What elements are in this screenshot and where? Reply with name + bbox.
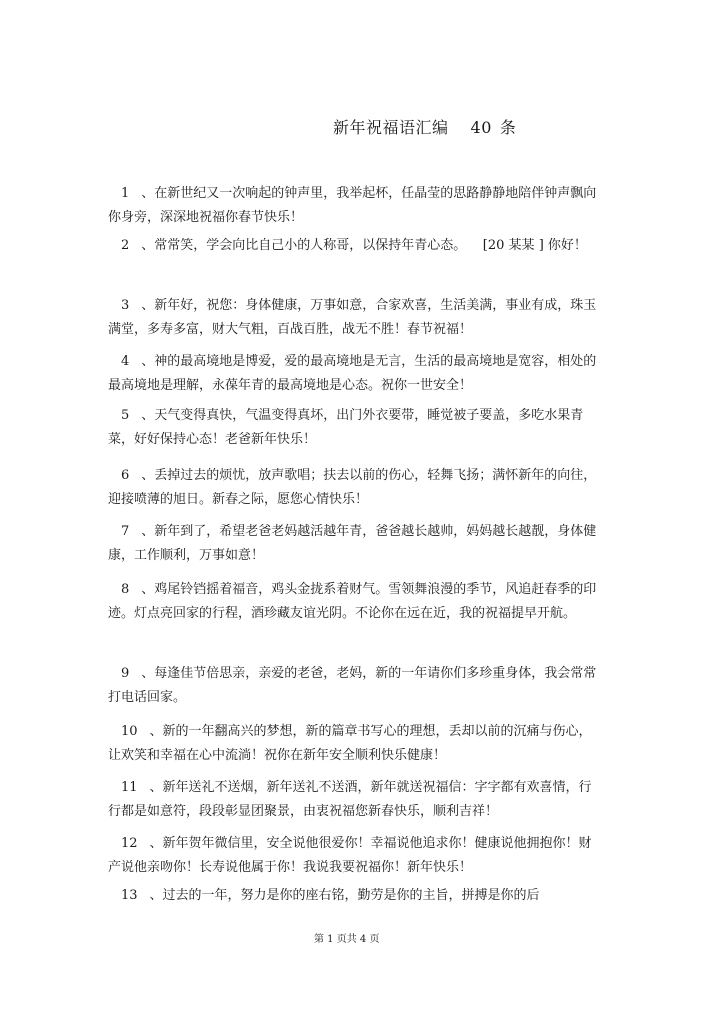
item-number: 2	[121, 238, 130, 253]
item-text: 、过去的一年，努力是你的座右铭，勤劳是你的主旨，拼搏是你的后	[149, 888, 540, 903]
item-text: 、鸡尾铃铛摇着福音，鸡头金拢系着财气。雪领舞浪漫的季节，风追赶春季的印迹。灯点亮回家的行程，酒珍藏友谊光阴。不论你在远在近，我的祝福提早开航。	[108, 582, 597, 621]
blessing-item	[108, 884, 598, 908]
blessing-item	[108, 832, 598, 880]
page-title	[333, 115, 516, 138]
blessing-item	[108, 294, 598, 342]
title-count: 40	[470, 118, 492, 137]
item-number: 3	[121, 298, 130, 313]
blessing-item	[108, 720, 598, 768]
blessing-item	[108, 520, 598, 568]
item-number: 4	[121, 354, 130, 369]
item-number: 10	[121, 724, 138, 739]
item-number: 11	[121, 780, 138, 795]
item-text: 、新年贺年微信里，安全说他很爱你！幸福说他追求你！健康说他拥抱你！财产说他亲吻你！长寿说他属于你！我说我要祝福你！新年快乐！	[108, 836, 592, 875]
item-text: 、新年到了，希望老爸老妈越活越年青，爸爸越长越帅，妈妈越长越靓，身体健康，工作顺利，万事如意！	[108, 524, 597, 563]
item-text: 、在新世纪又一次响起的钟声里，我举起杯，任晶莹的思路静静地陪伴钟声飘向你身旁，深深地祝福你春节快乐！	[108, 186, 597, 225]
blessing-item	[108, 182, 598, 230]
title-unit: 条	[499, 118, 517, 137]
blessing-item	[108, 350, 598, 398]
item-text: 、新年送礼不送烟，新年送礼不送酒，新年就送祝福信：字字都有欢喜情，行行都是如意符，段段彰显团聚景，由衷祝福您新春快乐，顺利吉祥！	[108, 780, 592, 819]
blessing-item	[108, 776, 598, 824]
item-number: 9	[121, 666, 130, 681]
item-text: 、新的一年翻高兴的梦想，新的篇章书写心的理想，丢却以前的沉痛与伤心，让欢笑和幸福在心中流淌！祝你在新年安全顺利快乐健康！	[108, 724, 592, 763]
blessing-item	[108, 464, 598, 512]
blessing-item	[108, 404, 598, 452]
blessing-item	[108, 578, 598, 626]
item-text: 、新年好，祝您：身体健康，万事如意，合家欢喜，生活美满，事业有成，珠玉满堂，多寿多富，财大气粗，百战百胜，战无不胜！春节祝福！	[108, 298, 597, 337]
item-number: 6	[121, 468, 130, 483]
item-number: 8	[121, 582, 130, 597]
title-text: 新年祝福语汇编	[333, 118, 449, 137]
item-text: 、天气变得真快，气温变得真坏，出门外衣要带，睡觉被子要盖，多吃水果青菜，好好保持心态！老爸新年快乐！	[108, 408, 584, 447]
page-footer: 第 1 页共 4 页	[314, 934, 380, 945]
item-number: 13	[121, 888, 138, 903]
item-text: 、丢掉过去的烦忧，放声歌唱；扶去以前的伤心，轻舞飞扬；满怀新年的向往，迎接喷薄的旭日。新春之际，愿您心情快乐！	[108, 468, 597, 507]
item-text: 、每逢佳节倍思亲，亲爱的老爸，老妈，新的一年请你们多珍重身体，我会常常打电话回家。	[108, 666, 597, 705]
item-number: 7	[121, 524, 130, 539]
blessing-item	[108, 662, 598, 710]
item-number: 5	[121, 408, 130, 423]
item-text: 、神的最高境地是博爱，爱的最高境地是无言，生活的最高境地是宽容，相处的最高境地是理解，永葆年青的最高境地是心态。祝你一世安全！	[108, 354, 597, 393]
blessing-item	[108, 234, 598, 258]
item-text: 、常常笑，学会向比自己小的人称哥，以保持年青心态。 [20 某某 ] 你好！	[141, 238, 587, 253]
item-number: 12	[121, 836, 138, 851]
item-number: 1	[121, 186, 130, 201]
